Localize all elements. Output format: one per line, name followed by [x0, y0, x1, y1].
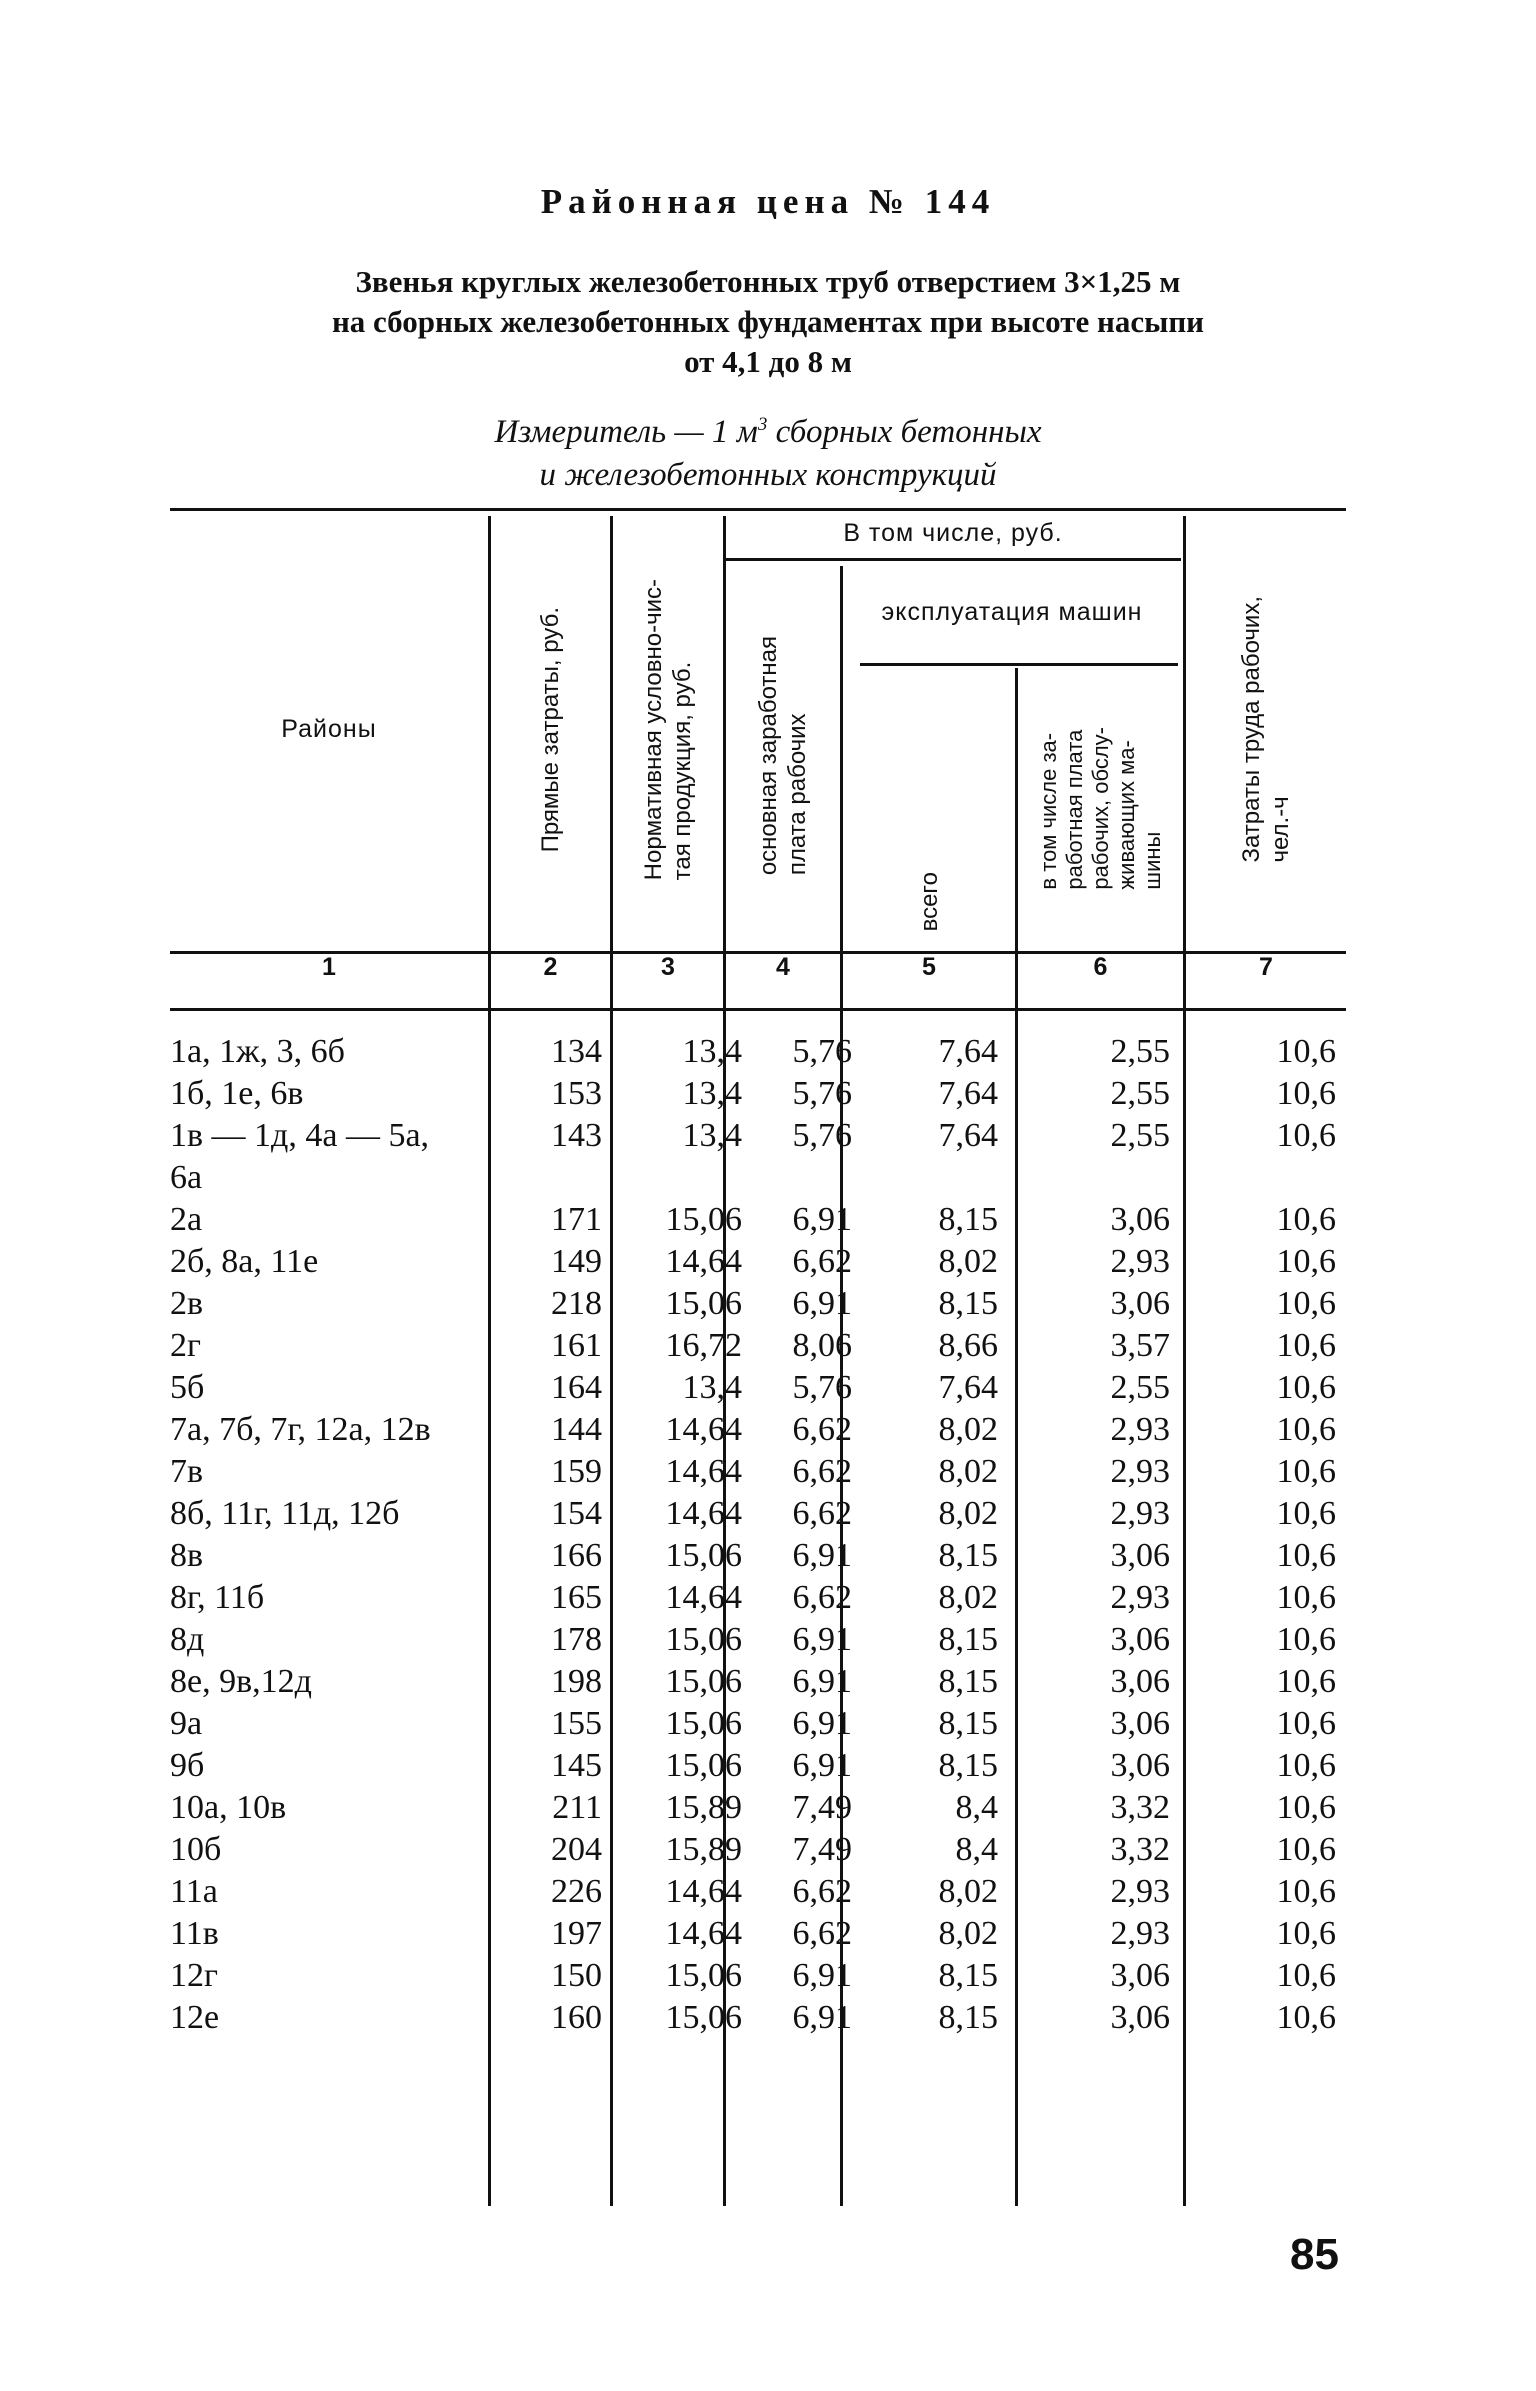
cell-direct-costs: 155 [551, 1705, 602, 1742]
table-row [170, 1997, 1346, 2039]
cell-direct-costs: 164 [551, 1369, 602, 1406]
cell-wages: 5,76 [792, 1033, 852, 1070]
cell-machine-wages: 3,32 [1110, 1831, 1170, 1868]
table-row [170, 1787, 1346, 1829]
cell-normative: 15,06 [665, 1537, 742, 1574]
cell-labor: 10,6 [1276, 1621, 1336, 1658]
cell-labor: 10,6 [1276, 1453, 1336, 1490]
column-number: 6 [1093, 953, 1108, 981]
cell-machine-wages: 2,93 [1110, 1243, 1170, 1280]
cell-machine-wages: 3,06 [1110, 1285, 1170, 1322]
cell-machines-total: 8,66 [938, 1327, 998, 1364]
cell-normative: 15,89 [665, 1831, 742, 1868]
table-row [170, 1661, 1346, 1703]
cell-region: 8в [170, 1537, 204, 1574]
cell-direct-costs: 226 [551, 1873, 602, 1910]
cell-machines-total: 8,02 [938, 1579, 998, 1616]
cell-normative: 13,4 [682, 1117, 742, 1154]
cell-region: 7а, 7б, 7г, 12а, 12в [170, 1411, 431, 1448]
cell-machine-wages: 2,55 [1110, 1075, 1170, 1112]
table-row [170, 1241, 1346, 1283]
table-row [170, 1199, 1346, 1241]
cell-wages: 6,62 [792, 1453, 852, 1490]
cell-direct-costs: 198 [551, 1663, 602, 1700]
cell-labor: 10,6 [1276, 1915, 1336, 1952]
cell-region: 10б [170, 1831, 222, 1868]
table-row [170, 1871, 1346, 1913]
cell-normative: 15,06 [665, 1201, 742, 1238]
cell-machines-total: 8,02 [938, 1495, 998, 1532]
cell-machines-total: 8,02 [938, 1453, 998, 1490]
cell-region: 12г [170, 1957, 218, 1994]
header-including: В том числе, руб. [843, 518, 1063, 547]
cell-region: 8е, 9в,12д [170, 1663, 312, 1700]
column-number: 4 [776, 953, 790, 981]
cell-region: 2в [170, 1285, 204, 1322]
cell-wages: 6,62 [792, 1873, 852, 1910]
cell-normative: 14,64 [665, 1915, 742, 1952]
cell-region: 9а [170, 1705, 203, 1742]
cell-region: 11в [170, 1915, 219, 1952]
cell-normative: 13,4 [682, 1033, 742, 1070]
cell-machines-total: 8,15 [938, 1705, 998, 1742]
cell-region: 2б, 8а, 11е [170, 1243, 319, 1280]
cell-machine-wages: 3,06 [1110, 1999, 1170, 2036]
cell-direct-costs: 178 [551, 1621, 602, 1658]
table-row [170, 1115, 1346, 1199]
cell-machine-wages: 3,06 [1110, 1705, 1170, 1742]
cell-machines-total: 7,64 [938, 1033, 998, 1070]
cell-wages: 6,62 [792, 1915, 852, 1952]
cell-machine-wages: 3,06 [1110, 1663, 1170, 1700]
cell-direct-costs: 149 [551, 1243, 602, 1280]
cell-machine-wages: 2,93 [1110, 1915, 1170, 1952]
cell-machines-total: 8,15 [938, 1537, 998, 1574]
cell-machines-total: 8,15 [938, 1663, 998, 1700]
cell-region: 1б, 1е, 6в [170, 1075, 304, 1112]
table-row [170, 1703, 1346, 1745]
cell-region: 9б [170, 1747, 205, 1784]
cell-region: 11а [170, 1873, 218, 1910]
cell-region: 10а, 10в [170, 1789, 287, 1826]
cell-machines-total: 7,64 [938, 1117, 998, 1154]
cell-machines-total: 7,64 [938, 1369, 998, 1406]
cell-wages: 6,91 [792, 1957, 852, 1994]
cell-region: 8г, 11б [170, 1579, 265, 1616]
cell-labor: 10,6 [1276, 1243, 1336, 1280]
cell-wages: 6,62 [792, 1579, 852, 1616]
cell-wages: 7,49 [792, 1831, 852, 1868]
cell-direct-costs: 154 [551, 1495, 602, 1532]
cell-machines-total: 8,15 [938, 1747, 998, 1784]
cell-machine-wages: 2,93 [1110, 1495, 1170, 1532]
cell-machines-total: 8,02 [938, 1915, 998, 1952]
cell-region: 7в [170, 1453, 204, 1490]
table-row [170, 1325, 1346, 1367]
table-row [170, 1409, 1346, 1451]
cell-normative: 15,06 [665, 1957, 742, 1994]
table-row [170, 1619, 1346, 1661]
cell-labor: 10,6 [1276, 1075, 1336, 1112]
subtitle-line: на сборных железобетонных фундаментах при высоте насыпи [331, 304, 1205, 339]
table-row [170, 1745, 1346, 1787]
cell-region: 2а [170, 1201, 203, 1238]
cell-wages: 5,76 [792, 1075, 852, 1112]
cell-normative: 16,72 [665, 1327, 742, 1364]
cell-labor: 10,6 [1276, 1957, 1336, 1994]
table-row [170, 1955, 1346, 1997]
cell-direct-costs: 197 [551, 1915, 602, 1952]
cell-normative: 15,89 [665, 1789, 742, 1826]
cell-region: 2г [170, 1327, 201, 1364]
table-row [170, 1283, 1346, 1325]
table-row [170, 1913, 1346, 1955]
cell-direct-costs: 171 [551, 1201, 602, 1238]
header-machines-total: всего [915, 871, 943, 931]
cell-wages: 5,76 [792, 1369, 852, 1406]
cell-machines-total: 8,4 [955, 1789, 998, 1826]
cell-wages: 6,91 [792, 1705, 852, 1742]
column-number: 2 [543, 953, 558, 981]
cell-direct-costs: 166 [551, 1537, 602, 1574]
cell-machine-wages: 2,93 [1110, 1411, 1170, 1448]
table-row [170, 1577, 1346, 1619]
cell-machines-total: 8,4 [955, 1831, 998, 1868]
cell-machines-total: 8,02 [938, 1243, 998, 1280]
cell-wages: 5,76 [792, 1117, 852, 1154]
cell-direct-costs: 144 [551, 1411, 602, 1448]
page-number: 85 [1290, 2230, 1339, 2279]
cell-normative: 14,64 [665, 1411, 742, 1448]
cell-wages: 6,91 [792, 1621, 852, 1658]
header-labor-costs: Затраты труда рабочих, чел.-ч [1238, 596, 1294, 863]
header-regions: Районы [281, 715, 377, 743]
table-subtitle [238, 262, 1298, 382]
cell-direct-costs: 211 [552, 1789, 602, 1826]
cell-labor: 10,6 [1276, 1705, 1336, 1742]
cell-normative: 15,06 [665, 1285, 742, 1322]
page-title: Районная цена № 144 [540, 182, 996, 221]
cell-normative: 14,64 [665, 1579, 742, 1616]
cell-wages: 6,62 [792, 1243, 852, 1280]
cell-labor: 10,6 [1276, 1411, 1336, 1448]
cell-region: 8д [170, 1621, 205, 1658]
cell-direct-costs: 204 [551, 1831, 602, 1868]
cell-machines-total: 8,02 [938, 1873, 998, 1910]
column-number-rule [170, 1008, 1346, 1011]
cell-normative: 13,4 [682, 1369, 742, 1406]
cell-labor: 10,6 [1276, 1579, 1336, 1616]
cell-labor: 10,6 [1276, 1201, 1336, 1238]
cell-wages: 6,91 [792, 1537, 852, 1574]
cell-wages: 6,91 [792, 1747, 852, 1784]
unit-of-measure [0, 403, 1536, 497]
cell-region: 1а, 1ж, 3, 6б [170, 1033, 345, 1070]
cell-machine-wages: 3,06 [1110, 1957, 1170, 1994]
cell-machines-total: 8,15 [938, 1201, 998, 1238]
cell-normative: 15,06 [665, 1747, 742, 1784]
cell-machine-wages: 2,93 [1110, 1579, 1170, 1616]
cell-machine-wages: 3,06 [1110, 1201, 1170, 1238]
cell-machines-total: 7,64 [938, 1075, 998, 1112]
cell-normative: 14,64 [665, 1495, 742, 1532]
cell-machine-wages: 2,55 [1110, 1033, 1170, 1070]
cell-normative: 13,4 [682, 1075, 742, 1112]
column-number: 3 [661, 953, 675, 981]
subtitle-line: от 4,1 до 8 м [684, 344, 852, 379]
cell-labor: 10,6 [1276, 1495, 1336, 1532]
cell-normative: 14,64 [665, 1453, 742, 1490]
cell-wages: 8,06 [792, 1327, 852, 1364]
cell-wages: 6,91 [792, 1999, 852, 2036]
table-row [170, 1493, 1346, 1535]
cell-direct-costs: 153 [551, 1075, 602, 1112]
cell-machines-total: 8,15 [938, 1957, 998, 1994]
cell-labor: 10,6 [1276, 1327, 1336, 1364]
cell-machines-total: 8,15 [938, 1999, 998, 2036]
cell-machines-total: 8,15 [938, 1621, 998, 1658]
cell-machines-total: 8,15 [938, 1285, 998, 1322]
cell-wages: 6,62 [792, 1495, 852, 1532]
cell-normative: 14,64 [665, 1873, 742, 1910]
table-row [170, 1073, 1346, 1115]
cell-direct-costs: 134 [551, 1033, 602, 1070]
cell-labor: 10,6 [1276, 1999, 1336, 2036]
cell-direct-costs: 218 [551, 1285, 602, 1322]
cell-wages: 6,62 [792, 1411, 852, 1448]
cell-wages: 6,91 [792, 1201, 852, 1238]
table-row [170, 1451, 1346, 1493]
cell-region: 8б, 11г, 11д, 12б [170, 1495, 400, 1532]
cell-direct-costs: 143 [551, 1117, 602, 1154]
cell-machine-wages: 3,57 [1110, 1327, 1170, 1364]
table-row [170, 1367, 1346, 1409]
cell-direct-costs: 145 [551, 1747, 602, 1784]
cell-normative: 15,06 [665, 1621, 742, 1658]
cell-region: 12е [170, 1999, 220, 2036]
column-number: 7 [1259, 953, 1273, 981]
cell-labor: 10,6 [1276, 1873, 1336, 1910]
cell-direct-costs: 150 [551, 1957, 602, 1994]
table-row [170, 1829, 1346, 1871]
cell-labor: 10,6 [1276, 1369, 1336, 1406]
measure-line-2: и железобетонных конструкций [539, 457, 997, 493]
cell-direct-costs: 165 [551, 1579, 602, 1616]
price-table [170, 508, 1346, 2200]
header-base-wages: основная заработная плата рабочих [755, 636, 811, 876]
cell-labor: 10,6 [1276, 1285, 1336, 1322]
header-direct-costs: Прямые затраты, руб. [537, 606, 564, 853]
cell-wages: 6,91 [792, 1663, 852, 1700]
cell-machine-wages: 3,06 [1110, 1537, 1170, 1574]
cell-region: 1в — 1д, 4а — 5а, 6а [170, 1117, 430, 1196]
cell-machine-wages: 2,55 [1110, 1369, 1170, 1406]
cell-direct-costs: 160 [551, 1999, 602, 2036]
cell-labor: 10,6 [1276, 1831, 1336, 1868]
cell-labor: 10,6 [1276, 1537, 1336, 1574]
cell-machine-wages: 3,32 [1110, 1789, 1170, 1826]
column-number: 1 [322, 953, 336, 981]
cell-machine-wages: 2,93 [1110, 1453, 1170, 1490]
cell-machine-wages: 2,93 [1110, 1873, 1170, 1910]
cell-region: 5б [170, 1369, 205, 1406]
table-row [170, 1535, 1346, 1577]
cell-labor: 10,6 [1276, 1789, 1336, 1826]
cell-labor: 10,6 [1276, 1117, 1336, 1154]
cell-machine-wages: 3,06 [1110, 1747, 1170, 1784]
cell-direct-costs: 159 [551, 1453, 602, 1490]
cell-machine-wages: 3,06 [1110, 1621, 1170, 1658]
cell-direct-costs: 161 [551, 1327, 602, 1364]
cell-normative: 15,06 [665, 1999, 742, 2036]
measure-line-1: Измеритель — 1 $м^3$ сборных бетонных [494, 414, 1042, 450]
cell-normative: 14,64 [665, 1243, 742, 1280]
header-machine-wages: в том числе за- работная плата рабочих, обслу- живающих ма- шины [1035, 727, 1165, 890]
cell-labor: 10,6 [1276, 1747, 1336, 1784]
cell-labor: 10,6 [1276, 1033, 1336, 1070]
cell-normative: 15,06 [665, 1663, 742, 1700]
column-number: 5 [922, 953, 936, 981]
cell-wages: 6,91 [792, 1285, 852, 1322]
cell-machine-wages: 2,55 [1110, 1117, 1170, 1154]
header-normative-output: Нормативная условно-чис- тая продукция, руб. [640, 578, 696, 881]
cell-labor: 10,6 [1276, 1663, 1336, 1700]
cell-normative: 15,06 [665, 1705, 742, 1742]
header-machine-operation: эксплуатация машин [881, 597, 1143, 626]
table-row [170, 1031, 1346, 1073]
subtitle-line: Звенья круглых железобетонных труб отверстием 3×1,25 м [355, 264, 1181, 299]
cell-machines-total: 8,02 [938, 1411, 998, 1448]
cell-wages: 7,49 [792, 1789, 852, 1826]
table-body [170, 1031, 1346, 2039]
